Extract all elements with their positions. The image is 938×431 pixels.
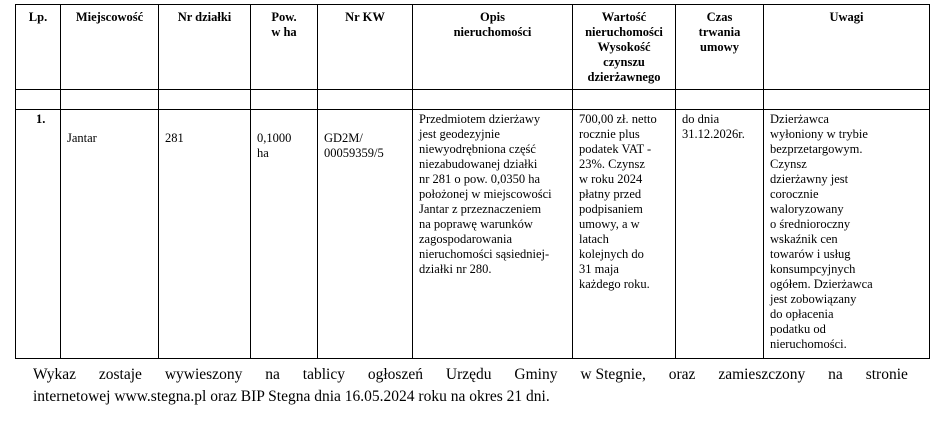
text-line: ogółem. Dzierżawca (770, 277, 873, 291)
footer-word: na (828, 366, 843, 383)
text-line: Wartość (601, 10, 647, 24)
table-spacer-row (16, 90, 930, 110)
text-line: wskaźnik cen (770, 232, 838, 246)
text-line: 31.12.2026r. (682, 127, 745, 141)
text-line: dzierżawny jest (770, 172, 849, 186)
footer-word: oraz (668, 366, 696, 383)
text-line: 31 maja (579, 262, 619, 276)
text-line: podatku od (770, 322, 826, 336)
text-line: czynszu (603, 55, 645, 69)
footer-word: zostaje (98, 366, 142, 383)
text-line: umowy (700, 40, 739, 54)
header-nr-dzialki: Nr działki (159, 5, 251, 90)
text-line: każdego roku. (579, 277, 650, 291)
text-line: corocznie (770, 187, 819, 201)
text-line: Czas (706, 10, 733, 24)
text-line: jest zobowiązany (770, 292, 857, 306)
text-line: położonej w miejscowości (419, 187, 552, 201)
text-line: 0,1000 (257, 131, 292, 145)
cell-uwagi (764, 110, 930, 359)
cell-nr-dzialki: 281 (159, 110, 251, 359)
property-list-table (15, 4, 930, 359)
footer-word: w Stegnie, (580, 366, 646, 383)
text-line: Przedmiotem dzierżawy (419, 112, 541, 126)
header-opis (413, 5, 573, 90)
text-line: nieruchomości (585, 25, 663, 39)
text-line: Opis (479, 10, 505, 24)
header-wartosc (573, 5, 676, 90)
text-line: do opłacenia (770, 307, 834, 321)
text-line: ha (257, 146, 269, 160)
cell-lp: 1. (16, 110, 61, 359)
footer-word: zamieszczony (718, 366, 806, 383)
footer-word: Urzędu (445, 366, 492, 383)
footer-line-2: internetowej www.stegna.pl oraz BIP Stegna dnia 16.05.2024 roku na okres 21 dni. (33, 388, 550, 405)
footer-word: na (265, 366, 280, 383)
text-line: bezprzetargowym. (770, 142, 863, 156)
header-pow (251, 5, 318, 90)
text-line: zagospodarowania (419, 232, 513, 246)
text-line: nr 281 o pow. 0,0350 ha (419, 172, 541, 186)
footer-notice (33, 364, 908, 408)
cell-pow (251, 110, 318, 359)
text-line: płatny przed (579, 187, 642, 201)
header-miejscowosc: Miejscowość (61, 5, 159, 90)
text-line: nieruchomości. (770, 337, 847, 351)
footer-word: stronie (865, 366, 908, 383)
cell-nr-kw (318, 110, 413, 359)
cell-czas (676, 110, 764, 359)
text-line: o średnioroczny (770, 217, 851, 231)
header-nr-kw: Nr KW (318, 5, 413, 90)
text-line: podpisaniem (579, 202, 643, 216)
header-czas (676, 5, 764, 90)
text-line: 23%. Czynsz (579, 157, 645, 171)
text-line: kolejnych do (579, 247, 644, 261)
footer-word: ogłoszeń (367, 366, 423, 383)
text-line: niewyodrębniona część (419, 142, 536, 156)
footer-word: tablicy (302, 366, 345, 383)
text-line: w ha (271, 25, 297, 39)
text-line: dzierżawnego (587, 70, 661, 84)
footer-word: Wykaz (33, 366, 76, 383)
text-line: Dzierżawca (770, 112, 829, 126)
header-lp: Lp. (16, 5, 61, 90)
text-line: działki nr 280. (419, 262, 492, 276)
text-line: na poprawę warunków (419, 217, 533, 231)
text-line: niezabudowanej działki (419, 157, 538, 171)
table-row (16, 110, 930, 359)
text-line: umowy, a w (579, 217, 640, 231)
text-line: Jantar z przeznaczeniem (419, 202, 542, 216)
footer-word: wywieszony (164, 366, 243, 383)
text-line: GD2M/ (324, 131, 363, 145)
header-uwagi: Uwagi (764, 5, 930, 90)
cell-miejscowosc: Jantar (61, 110, 159, 359)
text-line: nieruchomości (453, 25, 532, 39)
text-line: rocznie plus (579, 127, 640, 141)
cell-opis (413, 110, 573, 359)
text-line: nieruchomości sąsiedniej- (419, 247, 550, 261)
text-line: podatek VAT - (579, 142, 652, 156)
text-line: latach (579, 232, 609, 246)
text-line: towarów i usług (770, 247, 851, 261)
text-line: 700,00 zł. netto (579, 112, 657, 126)
table-header-row (16, 5, 930, 90)
text-line: 00059359/5 (324, 146, 384, 160)
text-line: jest geodezyjnie (419, 127, 500, 141)
text-line: w roku 2024 (579, 172, 643, 186)
text-line: waloryzowany (770, 202, 844, 216)
cell-wartosc (573, 110, 676, 359)
text-line: Czynsz (770, 157, 807, 171)
text-line: konsumpcyjnych (770, 262, 856, 276)
text-line: wyłoniony w trybie (770, 127, 868, 141)
footer-word: Gminy (514, 366, 558, 383)
text-line: trwania (698, 25, 741, 39)
text-line: do dnia (682, 112, 720, 126)
text-line: Pow. (271, 10, 297, 24)
footer-line-1 (33, 364, 908, 386)
text-line: Wysokość (597, 40, 651, 54)
